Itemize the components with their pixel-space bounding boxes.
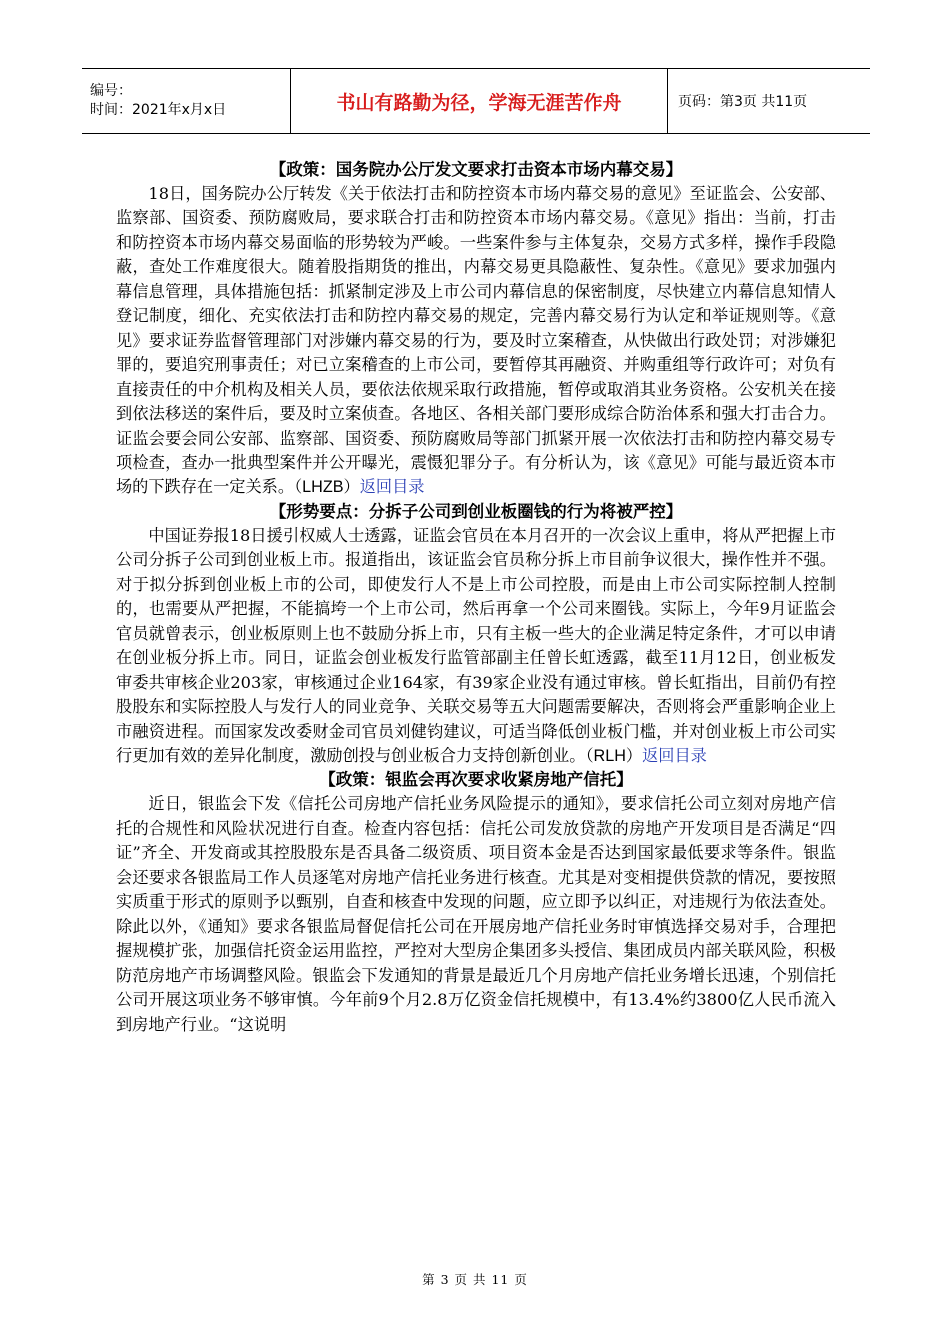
document-number-label: 编号： xyxy=(90,83,132,99)
document-body xyxy=(116,158,836,1037)
header-page-cell xyxy=(668,69,871,134)
header-meta xyxy=(82,69,291,134)
header-page-info: 页码：第3页 共11页 xyxy=(678,93,808,110)
page-footer: 第 3 页 共 11 页 xyxy=(422,1272,528,1287)
paragraph-text: 中国证券报18日援引权威人士透露，证监会官员在本月召开的一次会议上重申，将从严把握上市公司分拆子公司到创业板上市。报道指出，该证监会官员称分拆上市目前争议很大，操作性并不强。对于拟分拆到创业板上市的公司，即使发行人不是上市公司控股，而是由上市公司实际控制人控制的，也需要从严把握，不能搞垮一个上市公司，然后再拿一个公司来圈钱。实际上，今年9月证监会官员就曾表示，创业板原则上也不鼓励分拆上市，只有主板一些大的企业满足特定条件，才可以申请在创业板分拆上市。同日，证监会创业板发行监管部副主任曾长虹透露，截至11月12日，创业板发审委共审核企业203家，审核通过企业164家，有39家企业没有通过审核。曾长虹指出，目前仍有控股股东和实际控股人与发行人的同业竞争、关联交易等五大问题需要解决，否则将会严重影响企业上市融资进程。而国家发改委财金司官员刘健钧建议，可适当降低创业板门槛，并对创业板上市公司实行更加有效的差异化制度，激励创投与创业板合力支持创新创业。 xyxy=(116,525,836,765)
section-paragraph xyxy=(116,792,836,1037)
back-to-toc-link[interactable]: 返回目录 xyxy=(359,477,425,497)
paragraph-text: 18日，国务院办公厅转发《关于依法打击和防控资本市场内幕交易的意见》至证监会、公安部、监察部、国资委、预防腐败局，要求联合打击和防控资本市场内幕交易。《意见》指出：当前，打击和防控资本市场内幕交易面临的形势较为严峻。一些案件参与主体复杂，交易方式多样，操作手段隐蔽，查处工作难度很大。随着股指期货的推出，内幕交易更具隐蔽性、复杂性。《意见》要求加强内幕信息管理，具体措施包括：抓紧制定涉及上市公司内幕信息的保密制度，尽快建立内幕信息知情人登记制度，细化、充实依法打击和防控内幕交易的规定，完善内幕交易行为认定和举证规则等。《意见》要求证券监督管理部门对涉嫌内幕交易的行为，要及时立案稽查，从快做出行政处罚；对涉嫌犯罪的，要追究刑事责任；对已立案稽查的上市公司，要暂停其再融资、并购重组等行政许可；对负有直接责任的中介机构及相关人员，要依法依规采取行政措施，暂停或取消其业务资格。公安机关在接到依法移送的案件后，要及时立案侦查。各地区、各相关部门要形成综合防治体系和强大打击合力。证监会要会同公安部、监察部、国资委、预防腐败局等部门抓紧开展一次依法打击和防控内幕交易专项检查，查办一批典型案件并公开曝光，震慑犯罪分子。有分析认为，该《意见》可能与最近资本市场的下跌存在一定关系。 xyxy=(116,184,836,497)
section-title: 【政策：国务院办公厅发文要求打击资本市场内幕交易】 xyxy=(269,160,683,179)
back-to-toc-link[interactable]: 返回目录 xyxy=(642,745,707,765)
source-tag: （LHZB） xyxy=(294,478,360,497)
section-paragraph xyxy=(116,182,836,500)
source-tag: （RLH） xyxy=(585,746,643,765)
paragraph-text: 近日，银监会下发《信托公司房地产信托业务风险提示的通知》，要求信托公司立刻对房地产信托的合规性和风险状况进行自查。检查内容包括：信托公司发放贷款的房地产开发项目是否满足“四证”齐全、开发商或其控股股东是否具备二级资质、项目资本金是否达到国家最低要求等条件。银监会还要求各银监局工作人员逐笔对房地产信托业务进行核查。尤其是对变相提供贷款的情况，要按照实质重于形式的原则予以甄别，自查和核查中发现的问题，应立即予以纠正，对违规行为依法查处。除此以外，《通知》要求各银监局督促信托公司在开展房地产信托业务时审慎选择交易对手，合理把握规模扩张，加强信托资金运用监控，严控对大型房企集团多头授信、集团成员内部关联风险，积极防范房地产市场调整风险。银监会下发通知的背景是最近几个月房地产信托业务增长迅速，个别信托公司开展这项业务不够审慎。今年前9个月2.8万亿资金信托规模中，有13.4%约3800亿人民币流入到房地产行业。“这说明 xyxy=(116,794,836,1034)
section-title: 【形势要点：分拆子公司到创业板圈钱的行为将被严控】 xyxy=(269,501,683,521)
section-paragraph xyxy=(116,524,836,769)
document-time-label: 时间：2021年x月x日 xyxy=(90,102,227,118)
header-motto-cell xyxy=(291,69,668,134)
header-motto: 书山有路勤为径，学海无涯苦作舟 xyxy=(336,91,622,114)
section-title: 【政策：银监会再次要求收紧房地产信托】 xyxy=(319,770,633,790)
page-header xyxy=(82,68,870,134)
